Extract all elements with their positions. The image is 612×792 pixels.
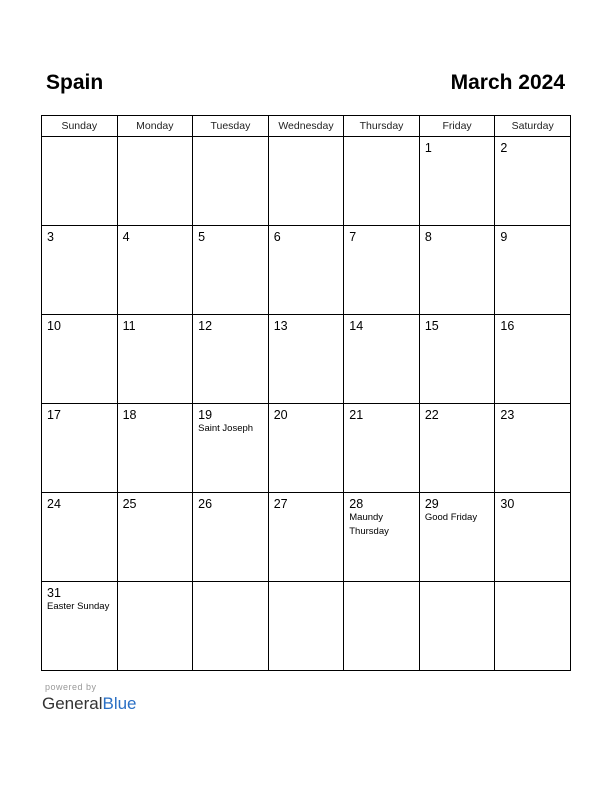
day-number: 29 [424, 497, 439, 511]
day-number: 22 [424, 408, 439, 422]
day-number: 20 [273, 408, 288, 422]
week-row [42, 226, 571, 315]
week-row [42, 493, 571, 582]
day-cell [117, 137, 193, 226]
day-number: 26 [198, 497, 213, 511]
day-number: 28 [349, 497, 364, 511]
day-number: 30 [500, 497, 515, 511]
day-number: 19 [198, 408, 213, 422]
day-cell [419, 493, 495, 582]
week-row [42, 137, 571, 226]
day-number: 12 [198, 319, 213, 333]
day-cell [193, 404, 269, 493]
day-cell [495, 493, 571, 582]
day-cell [268, 404, 344, 493]
weekday-header-row [42, 116, 571, 137]
day-number: 3 [47, 230, 54, 244]
day-cell [419, 404, 495, 493]
holiday-label: Saint Joseph [198, 423, 254, 434]
weekday-header: Sunday [42, 116, 118, 137]
day-cell [117, 315, 193, 404]
day-number: 4 [122, 230, 130, 244]
day-cell [344, 582, 420, 671]
day-cell [419, 315, 495, 404]
day-cell [42, 315, 118, 404]
day-number: 10 [47, 319, 61, 333]
weekday-header: Monday [117, 116, 193, 137]
day-cell [42, 137, 118, 226]
day-number: 14 [349, 319, 364, 333]
day-cell [268, 315, 344, 404]
day-cell [495, 226, 571, 315]
day-cell [419, 137, 495, 226]
weekday-header: Friday [419, 116, 495, 137]
holiday-label: Good Friday [424, 512, 478, 523]
day-number: 13 [273, 319, 288, 333]
holiday-label: Easter Sunday [47, 601, 110, 612]
weekday-header: Tuesday [193, 116, 269, 137]
day-number: 18 [122, 408, 137, 422]
day-cell [344, 226, 420, 315]
day-cell [268, 493, 344, 582]
day-number: 8 [424, 230, 432, 244]
day-number: 7 [349, 230, 357, 244]
day-cell [193, 226, 269, 315]
day-number: 5 [198, 230, 206, 244]
weekday-header: Thursday [344, 116, 420, 137]
day-number: 23 [500, 408, 515, 422]
brand-general-text: General [42, 694, 103, 713]
day-cell [419, 226, 495, 315]
footer-branding [42, 682, 137, 715]
day-cell [193, 582, 269, 671]
day-cell [344, 493, 420, 582]
day-number: 25 [122, 497, 137, 511]
day-number: 1 [424, 141, 432, 155]
brand-blue-text: Blue [102, 694, 137, 713]
powered-by-text: powered by [45, 682, 97, 692]
day-number: 6 [273, 230, 281, 244]
day-cell [193, 315, 269, 404]
day-cell [193, 137, 269, 226]
day-cell [268, 137, 344, 226]
day-number: 27 [273, 497, 288, 511]
day-number: 9 [500, 230, 508, 244]
day-cell [42, 493, 118, 582]
day-cell [495, 404, 571, 493]
day-cell [193, 493, 269, 582]
day-cell [117, 582, 193, 671]
day-cell [117, 226, 193, 315]
day-number: 17 [47, 408, 61, 422]
day-number: 21 [349, 408, 364, 422]
day-number: 2 [500, 141, 508, 155]
week-row [42, 582, 571, 671]
day-cell [495, 137, 571, 226]
day-cell [344, 404, 420, 493]
weekday-header: Saturday [495, 116, 571, 137]
day-number: 31 [47, 586, 61, 600]
holiday-label: Maundy Thursday [349, 512, 389, 537]
day-cell [117, 404, 193, 493]
day-number: 11 [122, 319, 136, 333]
country-title: Spain [46, 71, 104, 94]
day-cell [42, 582, 118, 671]
day-number: 24 [47, 497, 61, 511]
month-year-title: March 2024 [450, 71, 565, 94]
day-cell [495, 582, 571, 671]
day-cell [42, 226, 118, 315]
day-cell [495, 315, 571, 404]
day-cell [344, 315, 420, 404]
week-row [42, 404, 571, 493]
calendar-grid [41, 115, 571, 671]
day-number: 16 [500, 319, 515, 333]
weekday-header: Wednesday [268, 116, 344, 137]
day-cell [344, 137, 420, 226]
generalblue-logo [42, 693, 137, 715]
day-number: 15 [424, 319, 439, 333]
day-cell [268, 226, 344, 315]
day-cell [419, 582, 495, 671]
week-row [42, 315, 571, 404]
day-cell [42, 404, 118, 493]
day-cell [117, 493, 193, 582]
day-cell [268, 582, 344, 671]
